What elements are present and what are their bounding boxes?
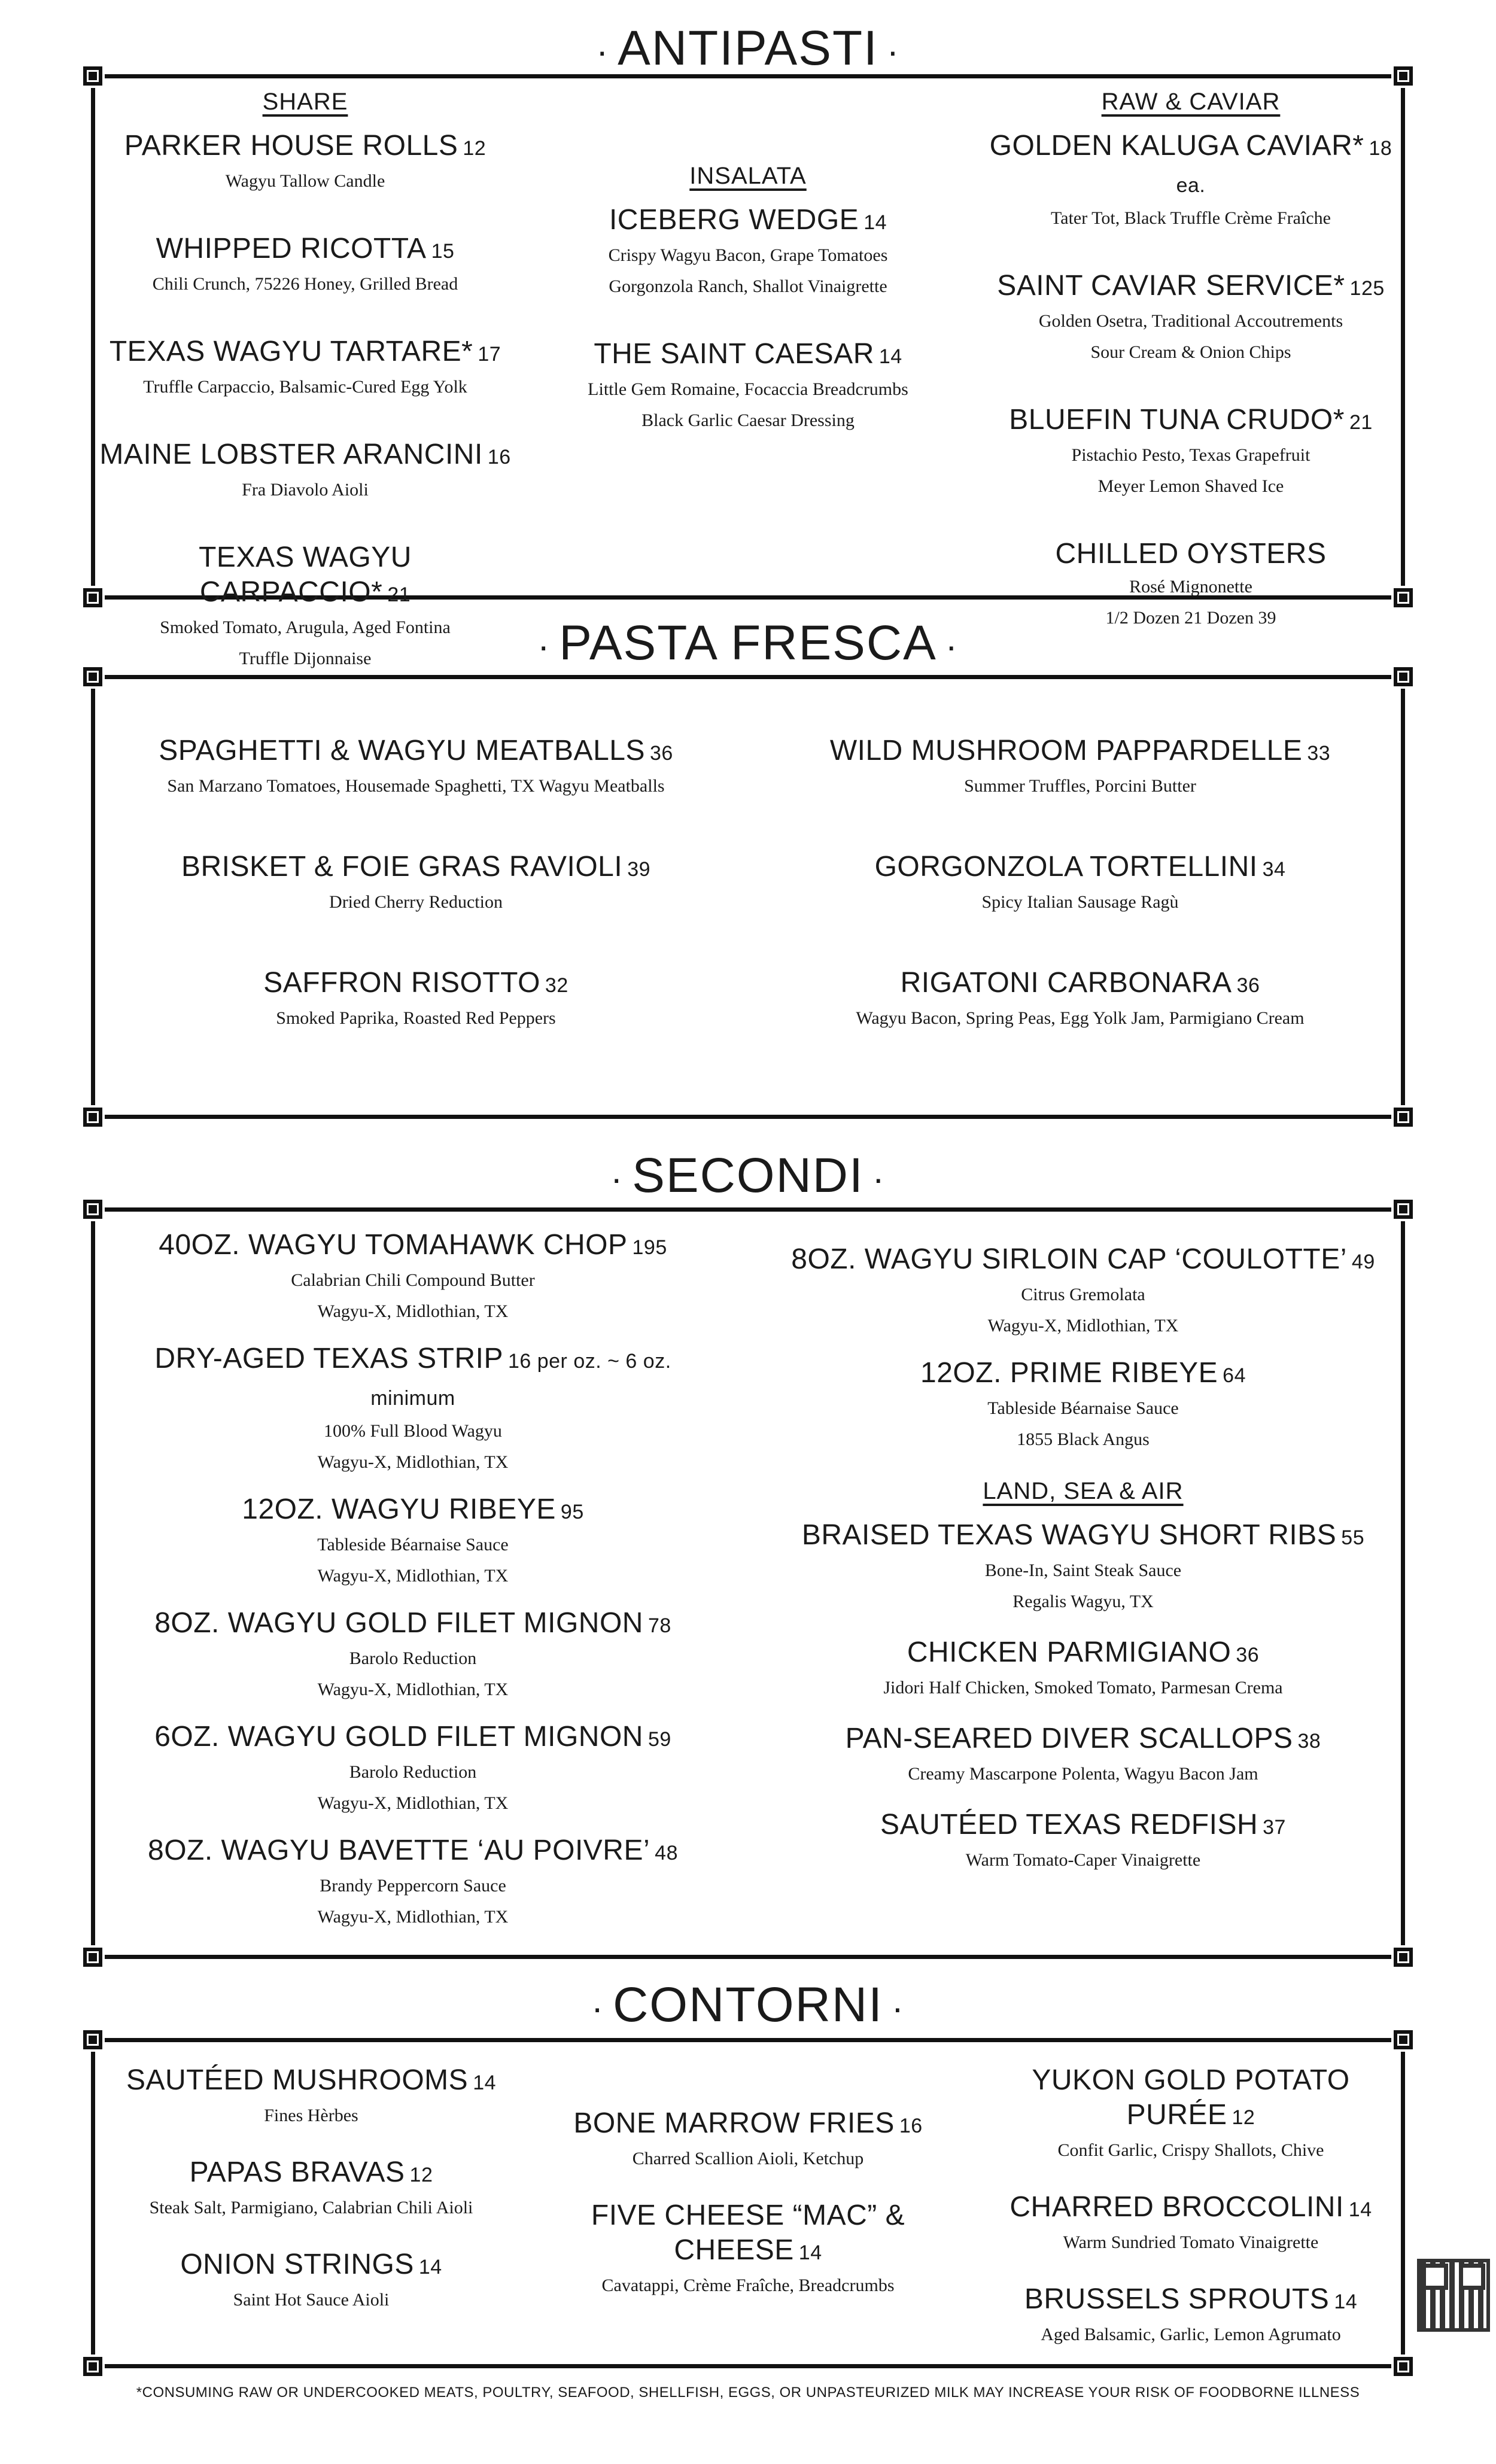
menu-item-title: BONE MARROW FRIES — [573, 2107, 895, 2139]
contorni-middle-column — [539, 2106, 957, 2325]
section-title-pasta-fresca: · PASTA FRESCA · — [537, 616, 959, 670]
menu-item-title: WHIPPED RICOTTA — [156, 233, 427, 264]
menu-item-name — [981, 2190, 1400, 2227]
menu-item — [784, 1242, 1382, 1341]
menu-item-description: Pistachio Pesto, Texas Grapefruit — [1071, 445, 1310, 465]
menu-item-title: CHICKEN PARMIGIANO — [907, 1636, 1232, 1668]
menu-item-name — [981, 403, 1400, 440]
menu-item-description: Dried Cherry Reduction — [329, 892, 503, 912]
menu-item-name — [102, 2247, 521, 2284]
menu-item — [114, 1492, 712, 1592]
menu-item-description: Tater Tot, Black Truffle Crème Fraîche — [1051, 208, 1331, 228]
menu-item-description: Black Garlic Caesar Dressing — [641, 410, 855, 430]
menu-item-description: Charred Scallion Aioli, Ketchup — [632, 2149, 864, 2168]
menu-item-description: Tableside Béarnaise Sauce — [987, 1398, 1179, 1418]
menu-item-price: 39 — [627, 858, 651, 881]
pasta-right-column — [766, 734, 1394, 1082]
menu-item-price: 14 — [473, 2071, 497, 2094]
menu-item — [784, 1721, 1382, 1790]
menu-item-description: Saint Hot Sauce Aioli — [233, 2290, 390, 2310]
menu-item-title: ICEBERG WEDGE — [609, 204, 859, 236]
menu-item-description: Regalis Wagyu, TX — [1012, 1592, 1154, 1611]
menu-item-name — [981, 129, 1400, 203]
menu-item-description: Chili Crunch, 75226 Honey, Grilled Bread — [152, 274, 458, 294]
disclaimer: *CONSUMING RAW OR UNDERCOOKED MEATS, POULTRY, SEAFOOD, SHELLFISH, EGGS, OR UNPASTEURIZED MILK MAY INCREASE YOUR RISK OF FOODBORNE ILLNESS — [136, 2384, 1360, 2401]
menu-item — [96, 437, 515, 506]
menu-item — [96, 334, 515, 403]
menu-item — [102, 2063, 521, 2131]
menu-item — [102, 2247, 521, 2316]
secondi-right-column — [784, 1242, 1382, 1470]
menu-item-price: 125 — [1349, 277, 1385, 300]
menu-item-description: Confit Garlic, Crispy Shallots, Chive — [1057, 2140, 1324, 2160]
menu-item-title: TEXAS WAGYU TARTARE* — [109, 336, 473, 367]
menu-item-price: 14 — [863, 211, 887, 234]
menu-item-description: San Marzano Tomatoes, Housemade Spaghetti, TX Wagyu Meatballs — [167, 776, 665, 796]
menu-item-name — [784, 1808, 1382, 1845]
menu-item-title: YUKON GOLD POTATO PURÉE — [1032, 2064, 1350, 2131]
menu-item — [784, 1635, 1382, 1703]
menu-item-description: Smoked Tomato, Arugula, Aged Fontina — [160, 617, 451, 637]
antipasti-share-column — [96, 89, 515, 709]
menu-item-name — [539, 337, 957, 374]
menu-item — [539, 337, 957, 436]
menu-item-title: GOLDEN KALUGA CAVIAR* — [989, 130, 1364, 162]
menu-item-title: SAINT CAVIAR SERVICE* — [997, 270, 1345, 302]
menu-item-title: SAUTÉED TEXAS REDFISH — [880, 1809, 1258, 1841]
menu-item-title: 8OZ. WAGYU GOLD FILET MIGNON — [154, 1607, 643, 1639]
menu-item-title: ONION STRINGS — [180, 2249, 414, 2280]
menu-item-name — [766, 966, 1394, 1003]
antipasti-insalata-column — [539, 163, 957, 471]
menu-item-price: 78 — [647, 1614, 671, 1637]
menu-item-price: 36 — [649, 742, 673, 765]
menu-item-description: Golden Osetra, Traditional Accoutrements — [1038, 311, 1343, 331]
section-title-contorni: · CONTORNI · — [591, 1978, 905, 2032]
menu-item-title: 8OZ. WAGYU BAVETTE ‘AU POIVRE’ — [148, 1835, 650, 1866]
menu-item-description: Crispy Wagyu Bacon, Grape Tomatoes — [608, 245, 888, 265]
menu-item-description: Smoked Paprika, Roasted Red Peppers — [276, 1008, 556, 1028]
menu-item-title: BRUSSELS SPROUTS — [1024, 2283, 1330, 2315]
menu-item-description: Wagyu-X, Midlothian, TX — [317, 1680, 509, 1699]
menu-item-price: 36 — [1236, 974, 1260, 997]
menu-item-description: Little Gem Romaine, Focaccia Breadcrumbs — [588, 379, 908, 399]
subsection-heading: LAND, SEA & AIR — [983, 1478, 1184, 1504]
menu-item-price: 21 — [1349, 411, 1373, 434]
menu-item-name — [96, 540, 515, 612]
menu-item — [981, 129, 1400, 234]
menu-item-name — [102, 2155, 521, 2192]
menu-item-name — [96, 232, 515, 269]
subsection-heading: INSALATA — [689, 163, 807, 189]
menu-item-name — [114, 1720, 712, 1757]
menu-item — [981, 2190, 1400, 2258]
menu-item-price: 64 — [1223, 1364, 1246, 1387]
secondi-land-column — [784, 1478, 1382, 1894]
menu-item-price: 15 — [431, 240, 455, 263]
menu-item-name — [784, 1721, 1382, 1759]
menu-item-title: CHARRED BROCCOLINI — [1010, 2191, 1344, 2223]
menu-item-description: Bone-In, Saint Steak Sauce — [984, 1560, 1182, 1580]
menu-item-description: Warm Tomato-Caper Vinaigrette — [965, 1850, 1201, 1870]
menu-item-title: FIVE CHEESE “MAC” & CHEESE — [591, 2200, 905, 2266]
menu-item-description: Rosé Mignonette — [1129, 577, 1252, 597]
menu-item-description: Citrus Gremolata — [1021, 1285, 1145, 1304]
menu-item-title: TEXAS WAGYU CARPACCIO* — [199, 542, 412, 608]
menu-item — [981, 2282, 1400, 2350]
menu-item-title: 8OZ. WAGYU SIRLOIN CAP ‘COULOTTE’ — [791, 1243, 1347, 1275]
menu-item-title: CHILLED OYSTERS — [1055, 538, 1327, 570]
menu-item-price: 59 — [647, 1728, 671, 1751]
menu-item — [539, 203, 957, 302]
menu-item-description: Truffle Dijonnaise — [239, 649, 372, 668]
secondi-left-column — [114, 1228, 712, 1947]
menu-item-description: Wagyu Bacon, Spring Peas, Egg Yolk Jam, Parmigiano Cream — [856, 1008, 1305, 1028]
menu-item — [102, 966, 730, 1034]
menu-item — [114, 1720, 712, 1819]
menu-item-title: WILD MUSHROOM PAPPARDELLE — [829, 735, 1303, 766]
menu-item-description: Wagyu-X, Midlothian, TX — [317, 1907, 509, 1927]
menu-item-price: 12 — [409, 2164, 433, 2186]
menu-item-title: DRY-AGED TEXAS STRIP — [154, 1343, 503, 1374]
menu-item-price: 33 — [1307, 742, 1331, 765]
menu-item-description: Barolo Reduction — [349, 1648, 477, 1668]
menu-item — [114, 1606, 712, 1705]
menu-item — [539, 2106, 957, 2174]
menu-item — [114, 1228, 712, 1327]
menu-item-price: 21 — [387, 583, 411, 606]
menu-item-description: Wagyu-X, Midlothian, TX — [317, 1452, 509, 1472]
menu-item-description: Barolo Reduction — [349, 1762, 477, 1782]
menu-item-description: Truffle Carpaccio, Balsamic-Cured Egg Yolk — [143, 377, 467, 397]
menu-item-price: 95 — [560, 1501, 584, 1523]
menu-item — [784, 1356, 1382, 1455]
menu-item-name — [102, 850, 730, 887]
menu-item-description: Wagyu-X, Midlothian, TX — [987, 1316, 1179, 1336]
menu-item-description: Wagyu-X, Midlothian, TX — [317, 1301, 509, 1321]
menu-item-price: 16 per oz. ~ 6 oz. minimum — [370, 1350, 671, 1410]
menu-item — [96, 232, 515, 300]
menu-item-price: 32 — [545, 974, 568, 997]
menu-item-name — [981, 269, 1400, 306]
menu-item-description: 1855 Black Angus — [1017, 1429, 1150, 1449]
menu-item-description: Aged Balsamic, Garlic, Lemon Agrumato — [1041, 2325, 1341, 2344]
section-title-secondi: · SECONDI · — [610, 1148, 886, 1203]
menu-item-price: 36 — [1236, 1644, 1260, 1666]
menu-item-name — [784, 1356, 1382, 1393]
menu-item — [784, 1808, 1382, 1876]
menu-item-title: SAFFRON RISOTTO — [263, 967, 540, 999]
menu-item-price: 14 — [1334, 2290, 1358, 2313]
menu-item-title: PAN-SEARED DIVER SCALLOPS — [845, 1723, 1293, 1754]
menu-item-title: BRAISED TEXAS WAGYU SHORT RIBS — [801, 1519, 1337, 1551]
menu-item-description: Meyer Lemon Shaved Ice — [1097, 476, 1284, 496]
menu-item-price: 14 — [1348, 2198, 1372, 2221]
menu-item-description: Steak Salt, Parmigiano, Calabrian Chili Aioli — [149, 2198, 473, 2217]
menu-item-description: Jidori Half Chicken, Smoked Tomato, Parmesan Crema — [883, 1678, 1283, 1698]
menu-item — [96, 129, 515, 197]
menu-item — [114, 1341, 712, 1478]
menu-item-title: MAINE LOBSTER ARANCINI — [99, 439, 483, 470]
menu-item-description: Warm Sundried Tomato Vinaigrette — [1063, 2232, 1319, 2252]
menu-item — [981, 2063, 1400, 2166]
menu-item-name — [96, 334, 515, 372]
menu-item-name — [981, 2063, 1400, 2135]
section-title-antipasti: · ANTIPASTI · — [596, 21, 900, 75]
menu-item — [102, 850, 730, 918]
menu-item-name — [766, 850, 1394, 887]
menu-item-title: GORGONZOLA TORTELLINI — [874, 851, 1258, 883]
menu-item-title: PARKER HOUSE ROLLS — [124, 130, 458, 162]
menu-item-title: SPAGHETTI & WAGYU MEATBALLS — [159, 735, 645, 766]
menu-item-price: 48 — [655, 1842, 678, 1864]
menu-item-description: Tableside Béarnaise Sauce — [317, 1535, 509, 1555]
menu-item — [539, 2198, 957, 2301]
menu-item-name — [981, 2282, 1400, 2319]
menu-item — [784, 1518, 1382, 1617]
menu-item-description: Fines Hèrbes — [264, 2106, 358, 2125]
menu-item-price: 195 — [632, 1236, 667, 1259]
menu-item-name — [102, 2063, 521, 2100]
menu-item-name — [114, 1606, 712, 1643]
menu-item-description: Sour Cream & Onion Chips — [1090, 342, 1291, 362]
pasta-left-column — [102, 734, 730, 1082]
menu-item-description: Calabrian Chili Compound Butter — [291, 1270, 535, 1290]
menu-item-name — [766, 734, 1394, 771]
menu-item-price: 12 — [463, 137, 486, 160]
menu-item-name — [96, 437, 515, 474]
subsection-heading: SHARE — [262, 89, 348, 115]
menu-item-name — [102, 734, 730, 771]
menu-item-description: Summer Truffles, Porcini Butter — [964, 776, 1196, 796]
menu-item-description: Gorgonzola Ranch, Shallot Vinaigrette — [609, 276, 887, 296]
menu-item-price: 49 — [1351, 1251, 1375, 1273]
menu-item-description: Creamy Mascarpone Polenta, Wagyu Bacon Jam — [908, 1764, 1258, 1784]
menu-item — [766, 734, 1394, 802]
menu-item-title: 6OZ. WAGYU GOLD FILET MIGNON — [154, 1721, 643, 1753]
menu-item — [102, 2155, 521, 2223]
menu-item-name — [981, 537, 1400, 571]
menu-item-description: Fra Diavolo Aioli — [242, 480, 369, 500]
menu-item-price: 17 — [478, 343, 501, 366]
contorni-left-column — [102, 2063, 521, 2340]
menu-item-description: Wagyu-X, Midlothian, TX — [317, 1566, 509, 1586]
menu-item-price: 12 — [1232, 2106, 1255, 2129]
menu-item-price: 16 — [487, 446, 511, 469]
qr-code-icon[interactable] — [1417, 2259, 1490, 2332]
menu-item-description: 1/2 Dozen 21 Dozen 39 — [1105, 608, 1276, 628]
menu-item-name — [539, 2106, 957, 2143]
menu-item-description: Cavatappi, Crème Fraîche, Breadcrumbs — [601, 2276, 895, 2295]
menu-item-description: Wagyu-X, Midlothian, TX — [317, 1793, 509, 1813]
menu-item-name — [539, 2198, 957, 2270]
menu-item-name — [114, 1833, 712, 1870]
menu-item — [981, 269, 1400, 368]
menu-item-price: 16 — [899, 2115, 923, 2137]
menu-item-price: 34 — [1262, 858, 1286, 881]
contorni-right-column — [981, 2063, 1400, 2374]
menu-item-title: 12OZ. PRIME RIBEYE — [920, 1357, 1218, 1389]
menu-item-description: Brandy Peppercorn Sauce — [320, 1876, 506, 1896]
menu-item-price: 37 — [1263, 1816, 1286, 1839]
menu-item-title: RIGATONI CARBONARA — [900, 967, 1232, 999]
menu-item-title: BRISKET & FOIE GRAS RAVIOLI — [181, 851, 623, 883]
subsection-heading: RAW & CAVIAR — [1101, 89, 1281, 115]
menu-item-price: 14 — [878, 345, 902, 368]
menu-item-name — [114, 1228, 712, 1265]
menu-item-title: 40OZ. WAGYU TOMAHAWK CHOP — [159, 1229, 628, 1261]
menu-item-price: 14 — [418, 2256, 442, 2279]
menu-item-description: Spicy Italian Sausage Ragù — [981, 892, 1179, 912]
menu-item — [766, 850, 1394, 918]
menu-item-description: Wagyu Tallow Candle — [225, 171, 385, 191]
menu-item-price: 14 — [798, 2241, 822, 2264]
menu-item — [114, 1833, 712, 1933]
menu-item-name — [114, 1341, 712, 1416]
antipasti-raw-column — [981, 89, 1400, 668]
menu-item-price: 18 ea. — [1176, 137, 1392, 197]
menu-item-name — [114, 1492, 712, 1529]
menu-item-price: 55 — [1341, 1526, 1365, 1549]
menu-item-title: 12OZ. WAGYU RIBEYE — [242, 1493, 556, 1525]
menu-item — [102, 734, 730, 802]
menu-item-title: BLUEFIN TUNA CRUDO* — [1009, 404, 1345, 436]
menu-item-name — [784, 1518, 1382, 1555]
menu-item-name — [539, 203, 957, 240]
menu-item-title: PAPAS BRAVAS — [189, 2156, 405, 2188]
menu-item-price: 38 — [1297, 1730, 1321, 1753]
menu-item — [981, 403, 1400, 502]
menu-item-description: 100% Full Blood Wagyu — [324, 1421, 502, 1441]
menu-item-name — [784, 1635, 1382, 1672]
menu-item-title: SAUTÉED MUSHROOMS — [126, 2064, 469, 2096]
menu-item-name — [784, 1242, 1382, 1279]
menu-item-title: THE SAINT CAESAR — [594, 338, 874, 370]
menu-item-name — [102, 966, 730, 1003]
menu-item — [766, 966, 1394, 1034]
menu-item-name — [96, 129, 515, 166]
